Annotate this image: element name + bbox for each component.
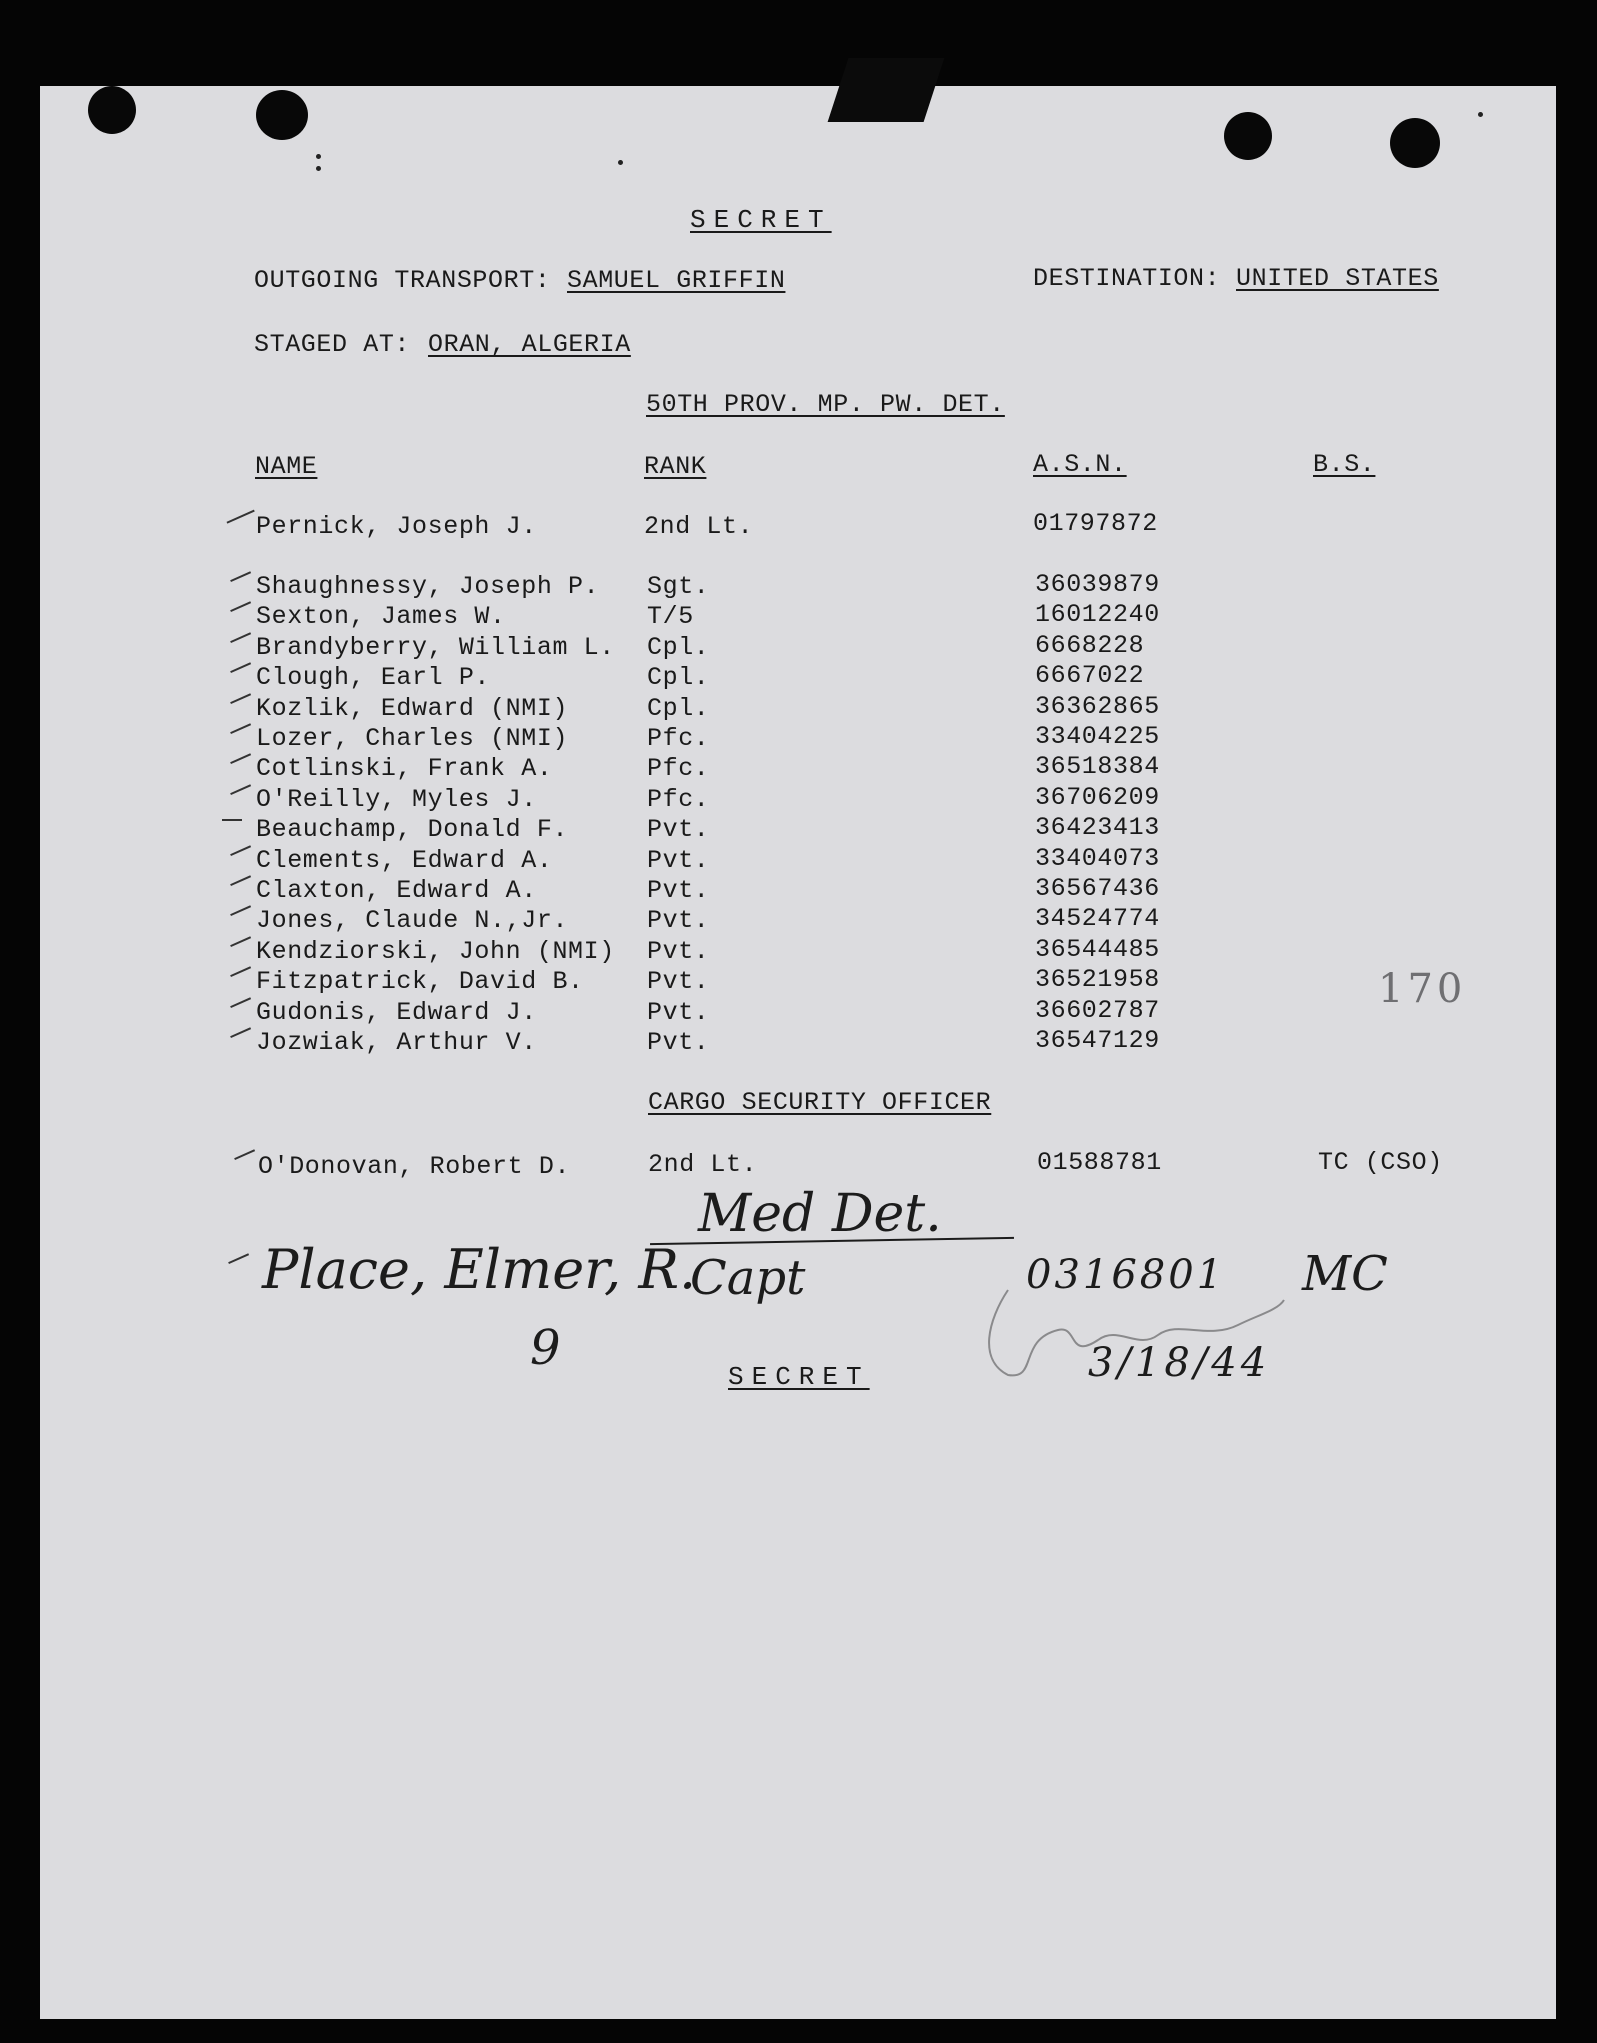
unit-heading: 50TH PROV. MP. PW. DET. (646, 390, 1005, 419)
punch-hole (88, 86, 136, 134)
roster-name: Brandyberry, William L. (256, 633, 615, 662)
classification-top: SECRET (690, 205, 832, 235)
punch-hole (256, 90, 308, 140)
roster-asn: 33404225 (1035, 722, 1160, 751)
officer-name: Pernick, Joseph J. (256, 512, 537, 541)
speck (316, 154, 321, 159)
roster-name: Kendziorski, John (NMI) (256, 937, 615, 966)
roster-asn: 36602787 (1035, 996, 1160, 1025)
transport-label: OUTGOING TRANSPORT: (254, 266, 551, 295)
roster-name: O'Reilly, Myles J. (256, 785, 537, 814)
handwritten-section: Med Det. (698, 1184, 942, 1244)
roster-rank: Pvt. (647, 876, 710, 905)
roster-name: Beauchamp, Donald F. (256, 815, 569, 844)
cargo-officer-name: O'Donovan, Robert D. (258, 1152, 571, 1181)
roster-name: Lozer, Charles (NMI) (256, 724, 569, 753)
roster-rank: Pfc. (647, 785, 710, 814)
page-number-stamp: 170 (1378, 966, 1467, 1012)
roster-rank: Pvt. (647, 998, 710, 1027)
punch-hole (1224, 112, 1272, 160)
handwritten-mark: 9 (530, 1320, 561, 1376)
roster-name: Fitzpatrick, David B. (256, 967, 584, 996)
officer-rank: 2nd Lt. (644, 512, 754, 541)
roster-name: Clough, Earl P. (256, 663, 491, 692)
roster-rank: T/5 (647, 602, 694, 631)
roster-rank: Pvt. (647, 1028, 710, 1057)
cargo-officer-asn: 01588781 (1037, 1148, 1162, 1177)
roster-rank: Pvt. (647, 906, 710, 935)
roster-name: Kozlik, Edward (NMI) (256, 694, 569, 723)
roster-name: Gudonis, Edward J. (256, 998, 537, 1027)
classification-bottom: SECRET (728, 1362, 870, 1392)
roster-name: Shaughnessy, Joseph P. (256, 572, 600, 601)
handwritten-date: 3/18/44 (1088, 1340, 1271, 1386)
checkmark (222, 811, 242, 821)
roster-rank: Pfc. (647, 754, 710, 783)
destination-label: DESTINATION: (1033, 264, 1221, 293)
officer-asn: 01797872 (1033, 509, 1158, 538)
handwritten-rank: Capt (690, 1250, 806, 1306)
roster-name: Jones, Claude N.,Jr. (256, 906, 569, 935)
roster-rank: Sgt. (647, 572, 710, 601)
roster-name: Sexton, James W. (256, 602, 506, 631)
roster-asn: 36567436 (1035, 874, 1160, 903)
roster-name: Cotlinski, Frank A. (256, 754, 553, 783)
handwritten-asn: 0316801 (1026, 1252, 1226, 1298)
roster-asn: 36547129 (1035, 1026, 1160, 1055)
roster-asn: 36706209 (1035, 783, 1160, 812)
staged-label: STAGED AT: (254, 330, 411, 359)
roster-asn: 6668228 (1035, 631, 1145, 660)
transport-value: SAMUEL GRIFFIN (567, 266, 786, 295)
roster-asn: 36039879 (1035, 570, 1160, 599)
roster-rank: Pfc. (647, 724, 710, 753)
roster-asn: 36544485 (1035, 935, 1160, 964)
roster-asn: 36518384 (1035, 752, 1160, 781)
roster-name: Claxton, Edward A. (256, 876, 537, 905)
roster-asn: 36423413 (1035, 813, 1160, 842)
column-header-name: NAME (255, 452, 318, 481)
roster-name: Jozwiak, Arthur V. (256, 1028, 537, 1057)
destination-value: UNITED STATES (1236, 264, 1439, 293)
roster-asn: 36521958 (1035, 965, 1160, 994)
roster-asn: 36362865 (1035, 692, 1160, 721)
cargo-officer-bs: TC (CSO) (1318, 1148, 1443, 1177)
cargo-officer-rank: 2nd Lt. (648, 1150, 758, 1179)
speck (618, 160, 623, 165)
roster-asn: 34524774 (1035, 904, 1160, 933)
roster-asn: 6667022 (1035, 661, 1145, 690)
column-header-asn: A.S.N. (1033, 450, 1127, 479)
handwritten-bs: MC (1302, 1246, 1388, 1302)
roster-name: Clements, Edward A. (256, 846, 553, 875)
column-header-bs: B.S. (1313, 450, 1376, 479)
speck (316, 166, 321, 171)
cargo-heading: CARGO SECURITY OFFICER (648, 1088, 992, 1117)
roster-rank: Cpl. (647, 633, 710, 662)
speck (1478, 112, 1483, 117)
punch-hole (1390, 118, 1440, 168)
roster-asn: 33404073 (1035, 844, 1160, 873)
roster-rank: Pvt. (647, 937, 710, 966)
staged-value: ORAN, ALGERIA (428, 330, 631, 359)
roster-rank: Cpl. (647, 663, 710, 692)
handwritten-name: Place, Elmer, R. (262, 1238, 697, 1301)
roster-rank: Pvt. (647, 846, 710, 875)
roster-asn: 16012240 (1035, 600, 1160, 629)
roster-rank: Pvt. (647, 967, 710, 996)
roster-rank: Pvt. (647, 815, 710, 844)
column-header-rank: RANK (644, 452, 707, 481)
roster-rank: Cpl. (647, 694, 710, 723)
